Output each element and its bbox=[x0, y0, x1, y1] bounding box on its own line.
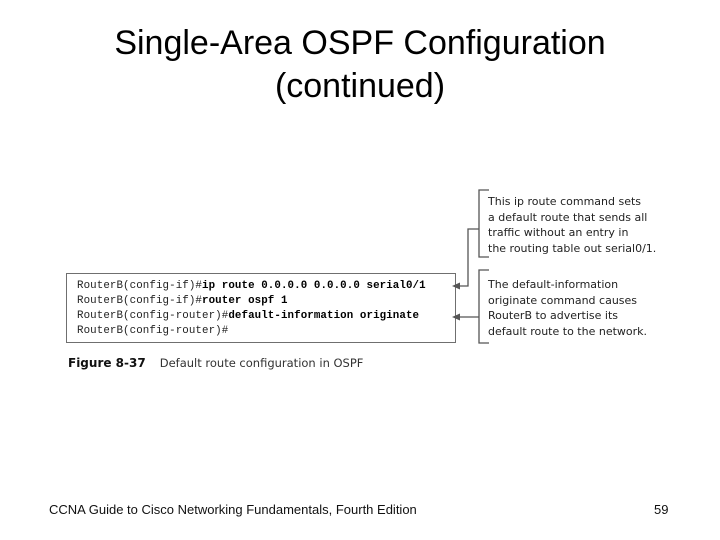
callout-line: This ip route command sets bbox=[488, 195, 642, 208]
cli-command: router ospf 1 bbox=[202, 295, 288, 307]
figure-number: Figure 8-37 bbox=[68, 356, 146, 370]
cli-line bbox=[77, 309, 419, 324]
callout-line: the routing table out serial0/1. bbox=[488, 241, 657, 255]
callout-line: traffic without an entry in bbox=[488, 226, 629, 240]
cli-command: default-information originate bbox=[228, 310, 420, 322]
cli-line bbox=[77, 324, 228, 339]
slide-title-line-2: (continued) bbox=[274, 67, 446, 105]
cli-prompt: RouterB(config-if)# bbox=[77, 280, 203, 292]
slide-title-line-1: Single-Area OSPF Configuration bbox=[114, 24, 606, 62]
cli-line bbox=[77, 294, 288, 309]
footer-book-title: CCNA Guide to Cisco Networking Fundamentals, Fourth Edition bbox=[49, 502, 417, 517]
page-number: 59 bbox=[654, 502, 669, 517]
callout-line: The default-information bbox=[488, 278, 619, 291]
callout-ip-route bbox=[488, 194, 688, 256]
cli-prompt: RouterB(config-router)# bbox=[77, 310, 229, 322]
cli-line bbox=[77, 279, 426, 294]
callout-line: originate command causes bbox=[488, 293, 638, 307]
callout-line: RouterB to advertise its bbox=[488, 309, 619, 323]
callout-default-information bbox=[488, 277, 688, 339]
figure-caption-text: Default route configuration in OSPF bbox=[159, 356, 364, 370]
figure-caption bbox=[68, 354, 363, 372]
callout-line: default route to the network. bbox=[488, 324, 648, 338]
cli-command: ip route 0.0.0.0 0.0.0.0 serial0/1 bbox=[202, 280, 426, 292]
callout-1-leader bbox=[459, 229, 479, 286]
cli-prompt: RouterB(config-if)# bbox=[77, 295, 203, 307]
callout-line: a default route that sends all bbox=[488, 210, 648, 224]
cli-prompt: RouterB(config-router)# bbox=[77, 325, 229, 337]
cli-output-box bbox=[66, 273, 456, 343]
